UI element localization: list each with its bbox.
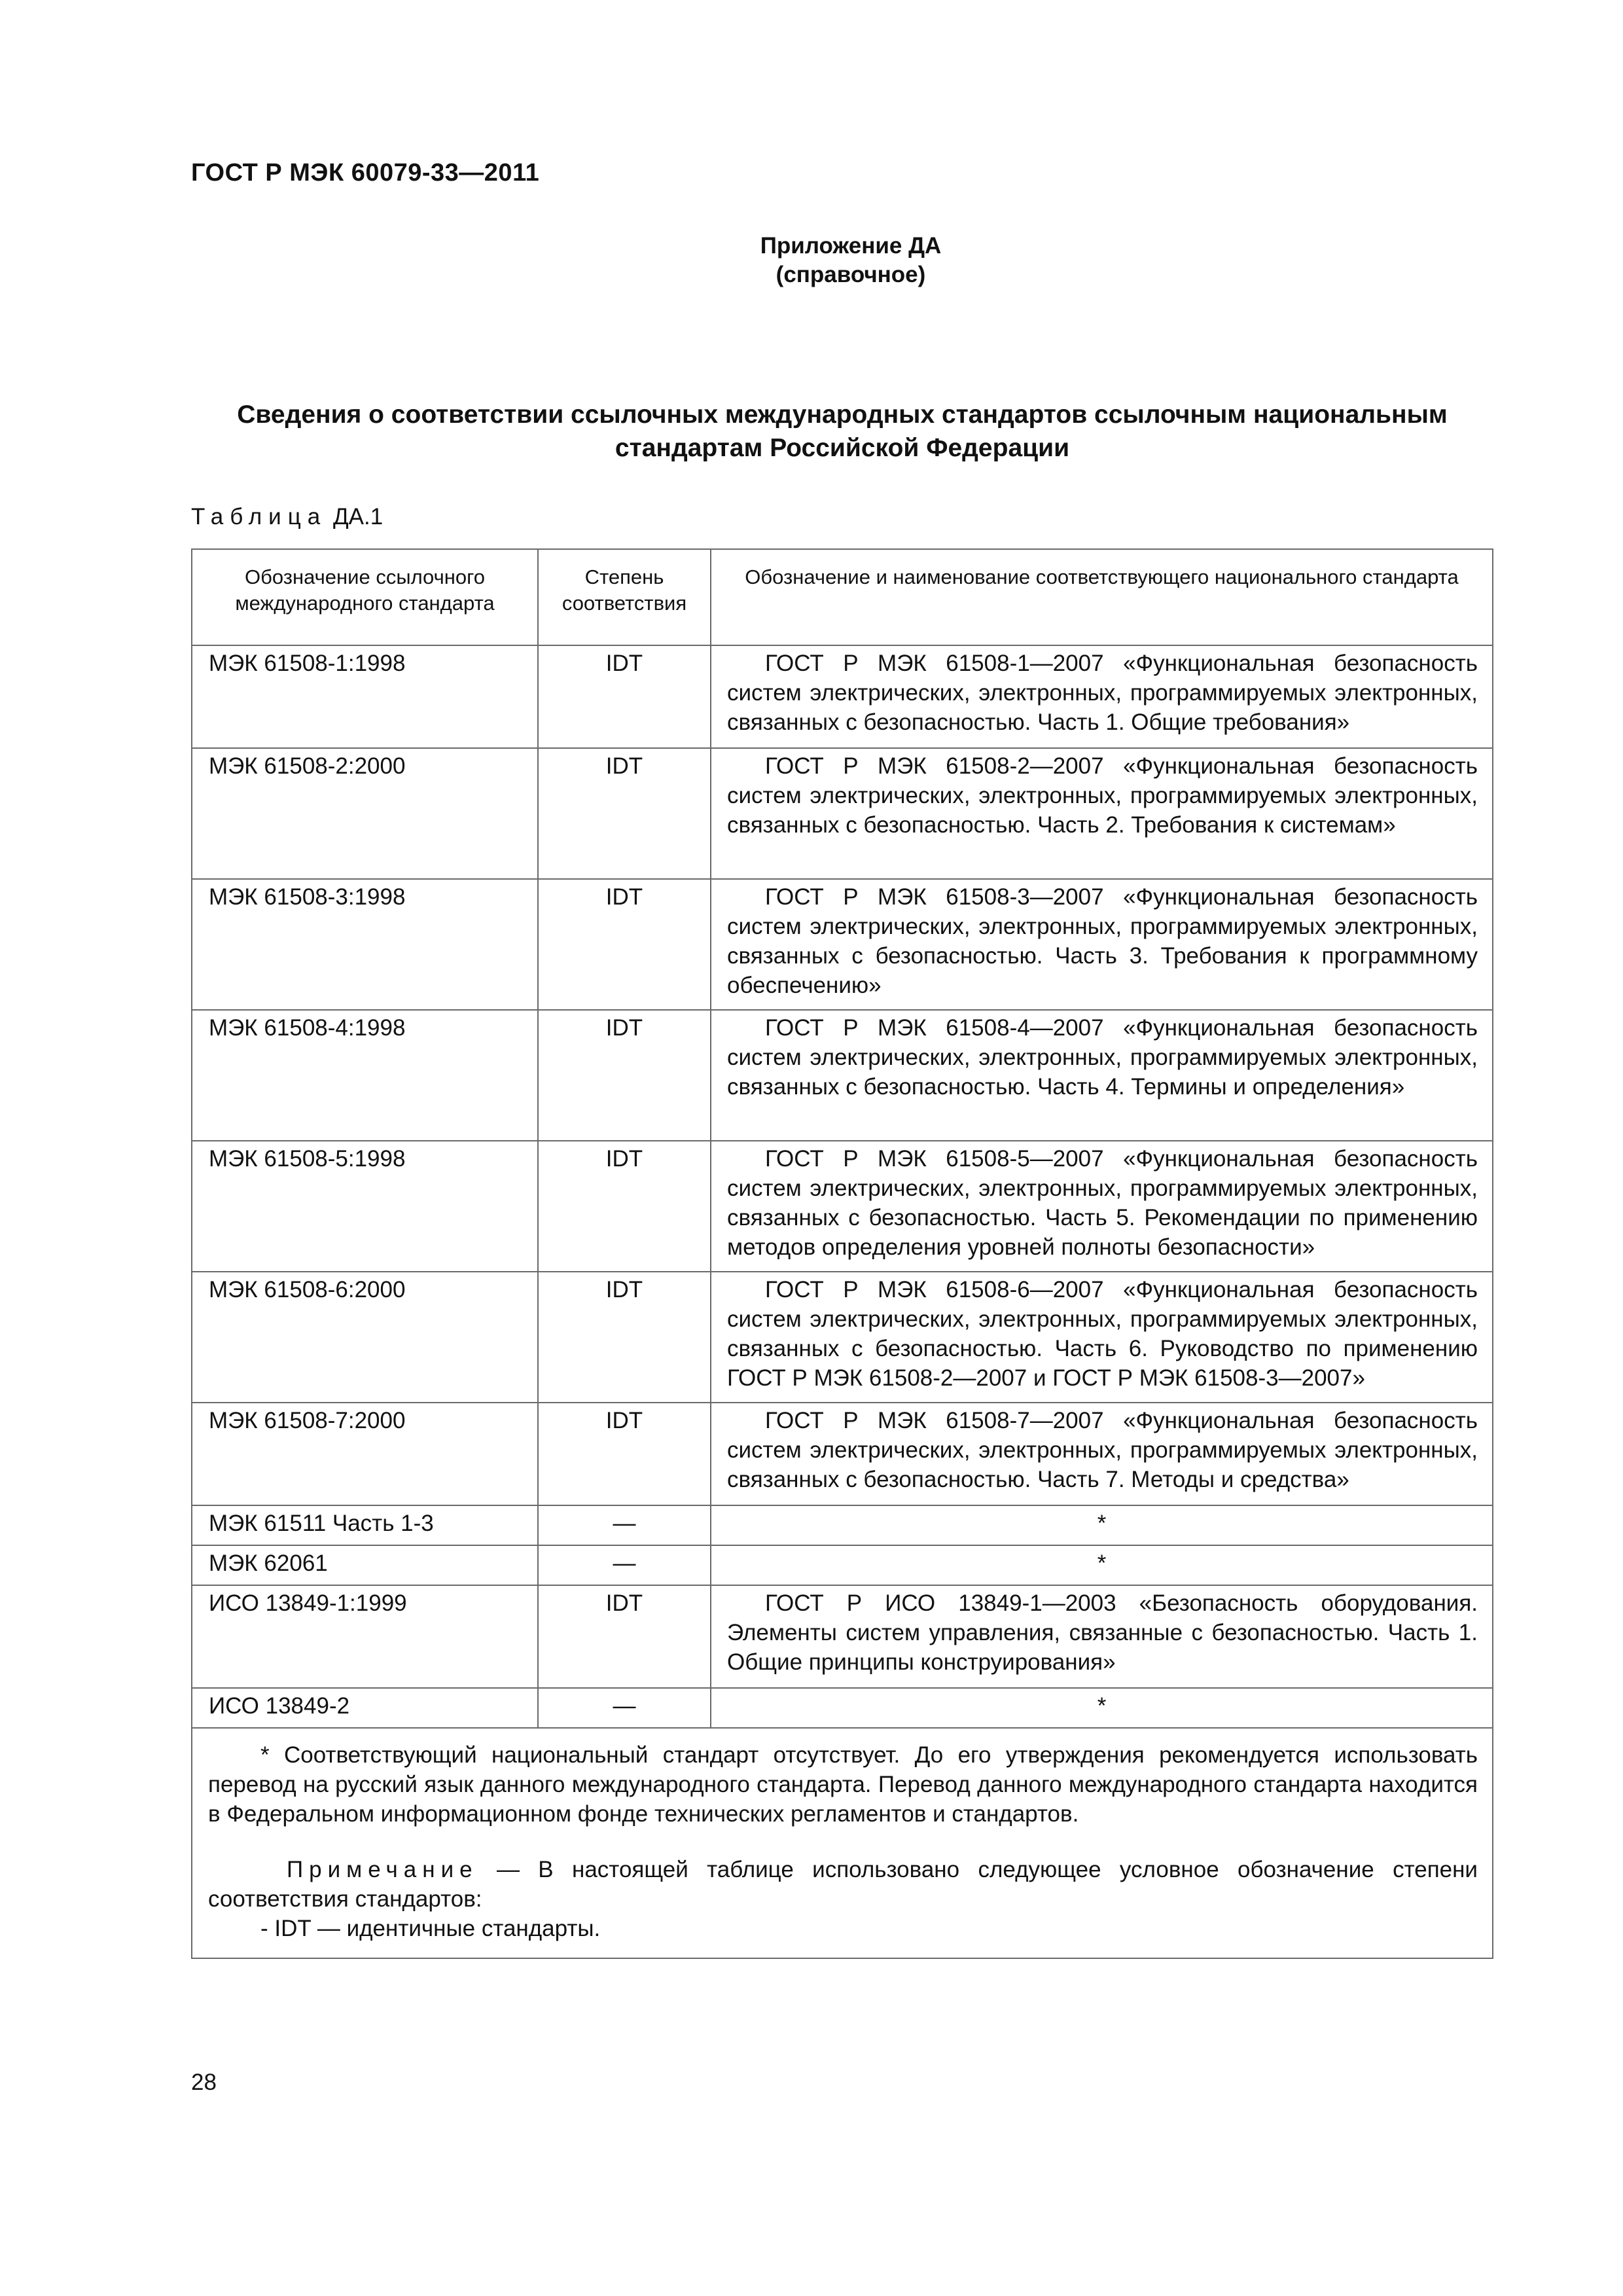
table-row — [192, 645, 1493, 748]
table-label-number: ДА.1 — [332, 504, 383, 529]
cell-national-text: ГОСТ Р МЭК 61508-4—2007 «Функциональная безопасность систем электрических, электронных, программируемых электронных, связанных с безопасностью. Часть 4. Термины и определения» — [727, 1015, 1478, 1100]
footnote: * Соответствующий национальный стандарт отсутствует. До его утверждения рекомендуется использовать перевод на русский язык данного международного стандарта. Перевод данного международного стандарта находится в Федеральном информационном фонде технических регламентов и стандартов. — [208, 1742, 1478, 1827]
note-keyword: Примечание — [287, 1857, 478, 1882]
cell-intl: МЭК 62061 — [192, 1545, 538, 1585]
reference-standards-table — [191, 548, 1493, 1959]
table-row — [192, 1010, 1493, 1141]
annex-title: Приложение ДА — [760, 233, 942, 259]
table-footer — [192, 1728, 1493, 1958]
header-degree: Степень соответствия — [538, 549, 711, 645]
cell-national: * — [711, 1505, 1493, 1545]
cell-intl: МЭК 61508-4:1998 — [192, 1010, 538, 1141]
note-item: - IDT — идентичные стандарты. — [260, 1916, 601, 1941]
cell-degree: — — [538, 1545, 711, 1585]
table-row — [192, 1141, 1493, 1272]
cell-degree: IDT — [538, 1010, 711, 1141]
cell-national — [711, 1010, 1493, 1141]
table-row — [192, 1403, 1493, 1505]
cell-national-text: ГОСТ Р МЭК 61508-1—2007 «Функциональная безопасность систем электрических, электронных, программируемых электронных, связанных с безопасностью. Часть 1. Общие требования» — [727, 651, 1478, 735]
table-row — [192, 1272, 1493, 1403]
cell-national — [711, 748, 1493, 879]
table-row — [192, 1688, 1493, 1728]
cell-degree: IDT — [538, 1141, 711, 1272]
header-intl-standard: Обозначение ссылочного международного стандарта — [192, 549, 538, 645]
table-footer-row — [192, 1728, 1493, 1958]
cell-intl: МЭК 61508-7:2000 — [192, 1403, 538, 1505]
section-title-line-1: Сведения о соответствии ссылочных международных стандартов ссылочным национальным — [237, 401, 1448, 429]
cell-national-text: ГОСТ Р ИСО 13849-1—2003 «Безопасность оборудования. Элементы систем управления, связанные с безопасностью. Часть 1. Общие принципы конструирования» — [727, 1590, 1478, 1675]
table-header-row — [192, 549, 1493, 645]
annex-kind: (справочное) — [776, 262, 926, 287]
cell-degree: IDT — [538, 748, 711, 879]
cell-intl: МЭК 61508-2:2000 — [192, 748, 538, 879]
cell-national-text: ГОСТ Р МЭК 61508-6—2007 «Функциональная безопасность систем электрических, электронных, программируемых электронных, связанных с безопасностью. Часть 6. Руководство по применению ГОСТ Р МЭК 61508-2—2007 и ГОСТ Р МЭК 61508-3—2007» — [727, 1277, 1478, 1391]
cell-national: * — [711, 1545, 1493, 1585]
table-row — [192, 748, 1493, 879]
cell-degree: IDT — [538, 879, 711, 1010]
cell-national — [711, 1272, 1493, 1403]
cell-degree: IDT — [538, 1403, 711, 1505]
cell-degree: IDT — [538, 1272, 711, 1403]
table-row — [192, 1585, 1493, 1688]
cell-national — [711, 1585, 1493, 1688]
header-national-standard: Обозначение и наименование соответствующего национального стандарта — [711, 549, 1493, 645]
table-label — [191, 504, 383, 530]
table-label-word: Таблица — [191, 504, 327, 529]
section-title — [191, 398, 1493, 465]
cell-intl: МЭК 61508-6:2000 — [192, 1272, 538, 1403]
cell-national: * — [711, 1688, 1493, 1728]
cell-degree: IDT — [538, 645, 711, 748]
cell-intl: МЭК 61508-1:1998 — [192, 645, 538, 748]
cell-national — [711, 1141, 1493, 1272]
cell-national — [711, 879, 1493, 1010]
cell-national — [711, 645, 1493, 748]
cell-intl: ИСО 13849-2 — [192, 1688, 538, 1728]
section-title-line-2: стандартам Российской Федерации — [615, 434, 1070, 462]
cell-degree: — — [538, 1505, 711, 1545]
page-number: 28 — [191, 2070, 217, 2095]
cell-degree: — — [538, 1688, 711, 1728]
document-code: ГОСТ Р МЭК 60079-33—2011 — [191, 159, 540, 187]
cell-intl: МЭК 61508-5:1998 — [192, 1141, 538, 1272]
cell-degree: IDT — [538, 1585, 711, 1688]
table-row — [192, 879, 1493, 1010]
cell-national-text: ГОСТ Р МЭК 61508-2—2007 «Функциональная безопасность систем электрических, электронных, программируемых электронных, связанных с безопасностью. Часть 2. Требования к системам» — [727, 753, 1478, 838]
cell-intl: МЭК 61511 Часть 1-3 — [192, 1505, 538, 1545]
note — [208, 1855, 1478, 1914]
cell-national-text: ГОСТ Р МЭК 61508-3—2007 «Функциональная безопасность систем электрических, электронных, программируемых электронных, связанных с безопасностью. Часть 3. Требования к программному обеспечению» — [727, 884, 1478, 998]
cell-national — [711, 1403, 1493, 1505]
note-text: — В настоящей таблице использовано следующее условное обозначение степени соответствия стандартов: — [208, 1857, 1478, 1912]
cell-national-text: ГОСТ Р МЭК 61508-5—2007 «Функциональная безопасность систем электрических, электронных, программируемых электронных, связанных с безопасностью. Часть 5. Рекомендации по применению методов определения уровней полноты безопасности» — [727, 1146, 1478, 1260]
table-row — [192, 1545, 1493, 1585]
table-row — [192, 1505, 1493, 1545]
cell-intl: ИСО 13849-1:1999 — [192, 1585, 538, 1688]
cell-intl: МЭК 61508-3:1998 — [192, 879, 538, 1010]
cell-national-text: ГОСТ Р МЭК 61508-7—2007 «Функциональная безопасность систем электрических, электронных, программируемых электронных, связанных с безопасностью. Часть 7. Методы и средства» — [727, 1408, 1478, 1492]
